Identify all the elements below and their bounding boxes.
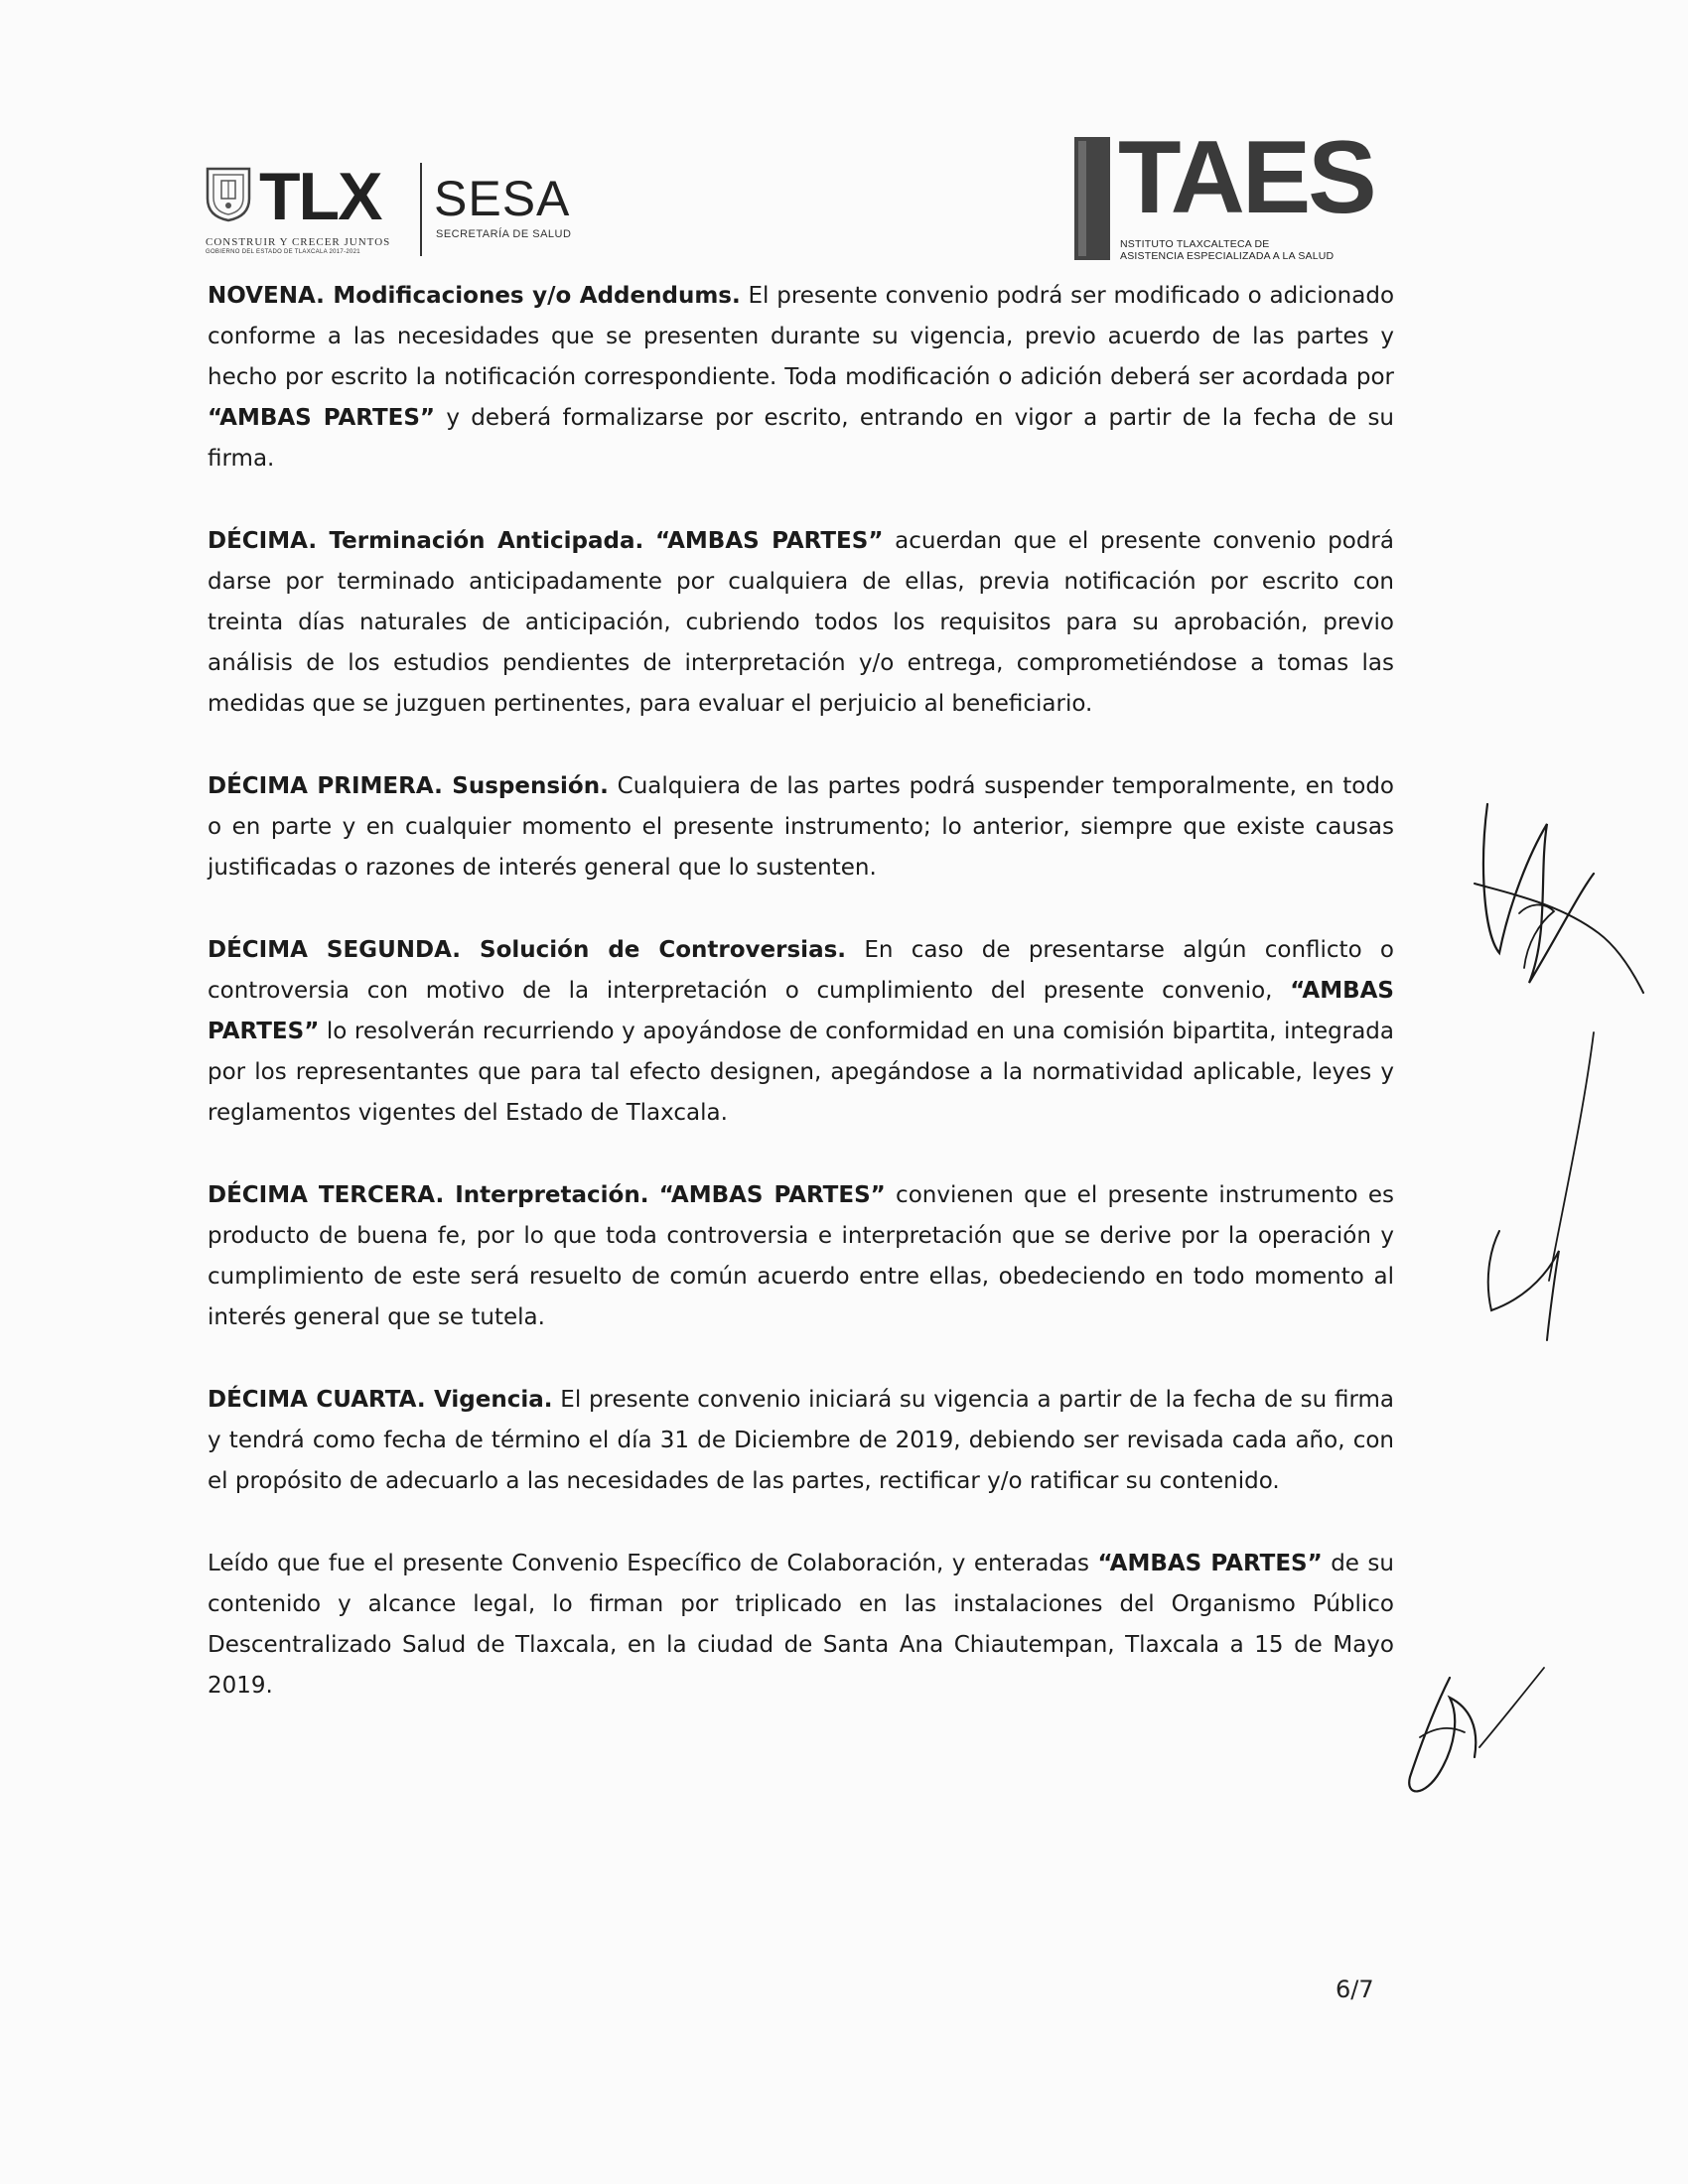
page-number: 6/7 [1336,1976,1374,2003]
ambas-partes-ref: “AMBAS PARTES” [654,528,884,554]
ambas-partes-ref: “AMBAS PARTES” [208,405,436,431]
clause-decima-segunda [208,930,1394,1134]
tlx-sesa-logo [204,159,596,258]
clause-text: El presente convenio podrá ser modificado o adicionado conforme a las necesidades que se presenten durante su vigencia, previo acuerdo de las partes y hecho por escrito la notificación correspondiente. Toda modificación o adición deberá ser acordada por [208,283,1395,390]
clause-title: NOVENA. Modificaciones y/o Addendums. [208,283,741,309]
clause-text: El presente convenio iniciará su vigencia a partir de la fecha de su firma y tendrá como fecha de término el día 31 de Diciembre de 2019, debiendo ser revisada cada año, con el propósito de adecuarlo a las necesidades de las partes, rectificar y/o ratificar su contenido. [208,1387,1394,1494]
clause-title: DÉCIMA TERCERA. Interpretación. [208,1182,649,1208]
clause-decima-cuarta [208,1380,1394,1502]
logo-divider [420,163,422,256]
clause-decima-tercera [208,1175,1394,1338]
sesa-subtitle: SECRETARÍA DE SALUD [436,228,572,240]
itaes-subtitle-line2: ASISTENCIA ESPECIALIZADA A LA SALUD [1120,250,1335,262]
clause-text: En caso de presentarse algún conflicto o controversia con motivo de la interpretación o cumplimiento del presente convenio, [208,937,1395,1004]
ambas-partes-ref: “AMBAS PARTES” [1097,1551,1323,1576]
clause-text: y deberá formalizarse por escrito, entrando en vigor a partir de la fecha de su firma. [208,405,1395,472]
clause-title: DÉCIMA SEGUNDA. Solución de Controversias. [208,937,847,963]
clause-title: DÉCIMA PRIMERA. Suspensión. [208,773,609,799]
ambas-partes-ref: “AMBAS PARTES” [658,1182,886,1208]
clause-novena [208,276,1394,479]
taes-wordmark: TAES [1118,120,1374,235]
clause-text: acuerdan que el presente convenio podrá darse por terminado anticipadamente por cualquiera de ellas, previa notificación por escrito con treinta días naturales de anticipación, cubriendo todos los requisitos para su aprobación, previo análisis de los estudios pendientes de interpretación y/o entrega, comprometiéndose a tomas las medidas que se juzguen pertinentes, para evaluar el perjuicio al beneficiario. [208,528,1394,717]
document-body [208,276,1394,1748]
clause-decima [208,521,1394,725]
tlx-government-line: GOBIERNO DEL ESTADO DE TLAXCALA 2017-2021 [206,249,360,255]
clause-text: de su contenido y alcance legal, lo firman por triplicado en las instalaciones del Organismo Público Descentralizado Salud de Tlaxcala, en la ciudad de Santa Ana Chiautempan, Tlaxcala a 15 de Mayo 2019. [208,1551,1394,1699]
handwritten-signature-1 [1470,784,1648,1380]
handwritten-signature-2 [1380,1648,1549,1807]
clause-title: DÉCIMA CUARTA. Vigencia. [208,1387,553,1413]
tlx-tagline: CONSTRUIR Y CRECER JUNTOS [206,236,391,248]
state-crest-icon [204,165,253,222]
clause-text: Leído que fue el presente Convenio Específico de Colaboración, y enteradas [208,1551,1090,1576]
tlx-wordmark: TLX [259,159,381,234]
clause-title: DÉCIMA. Terminación Anticipada. [208,528,644,554]
itaes-subtitle-line1: NSTITUTO TLAXCALTECA DE [1120,238,1270,250]
sesa-wordmark: SESA [434,171,571,226]
ambas-partes-ref: “AMBAS PARTES” [208,978,1394,1044]
clause-decima-primera [208,766,1394,888]
clause-text: convienen que el presente instrumento es producto de buena fe, por lo que toda controversia e interpretación que se derive por la operación y cumplimiento de este será resuelto de común acuerdo entre ellas, obedeciendo en todo momento al interés general que se tutela. [208,1182,1394,1330]
clause-text: lo resolverán recurriendo y apoyándose de conformidad en una comisión bipartita, integrada por los representantes que para tal efecto designen, apegándose a la normatividad aplicable, leyes y reglamentos vigentes del Estado de Tlaxcala. [208,1019,1395,1126]
closing-paragraph [208,1544,1394,1706]
itaes-logo [1074,120,1402,270]
clause-text: Cualquiera de las partes podrá suspender temporalmente, en todo o en parte y en cualquier momento el presente instrumento; lo anterior, siempre que existe causas justificadas o razones de interés general que lo sustenten. [208,773,1394,881]
